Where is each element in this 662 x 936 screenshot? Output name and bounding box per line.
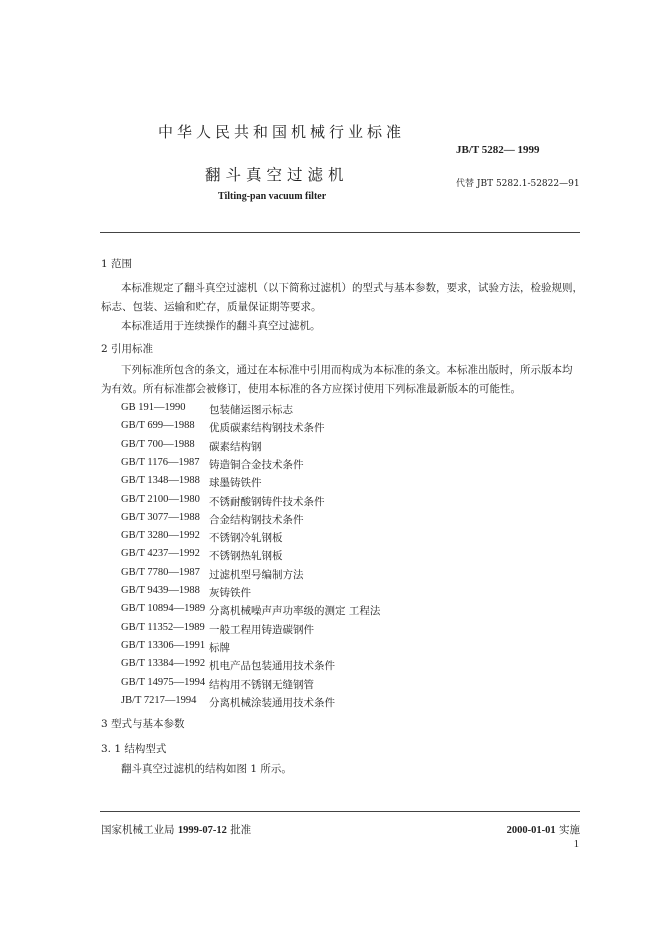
english-title: Tilting-pan vacuum filter (218, 191, 327, 202)
reference-code: GB/T 3077—1988 (121, 512, 200, 523)
reference-title: 不锈钢冷轧钢板 (209, 532, 283, 544)
section-2-paragraph-line: 为有效。所有标准都会被修订，使用本标准的各方应探讨使用下列标准最新版本的可能性。 (101, 383, 521, 395)
reference-code: GB/T 13384—1992 (121, 658, 206, 669)
reference-title: 分离机械噪声声功率级的测定 工程法 (209, 605, 381, 617)
section-3-heading: 3 型式与基本参数 (101, 718, 185, 730)
reference-code: GB/T 699—1988 (121, 420, 195, 431)
issue-date: 1999-07-12 (177, 825, 227, 836)
document-title: 翻斗真空过滤机 (205, 166, 349, 184)
implementation-label: 实施 (559, 824, 580, 836)
issuing-body-title: 中华人民共和国机械行业标准 (158, 123, 406, 141)
reference-code: GB/T 11352—1989 (121, 622, 205, 633)
reference-title: 优质碳素结构钢技术条件 (209, 422, 325, 434)
section-1-paragraph-line: 本标准规定了翻斗真空过滤机（以下简称过滤机）的型式与基本参数，要求，试验方法，检验规则， (121, 282, 583, 294)
reference-title: 结构用不锈钢无缝钢管 (209, 679, 314, 691)
reference-code: GB/T 14975—1994 (121, 677, 206, 688)
reference-title: 不锈耐酸钢铸件技术条件 (209, 496, 325, 508)
reference-title: 球墨铸铁件 (209, 477, 262, 489)
reference-code: GB/T 13306—1991 (121, 640, 206, 651)
reference-title: 包装储运图示标志 (209, 404, 293, 416)
header-divider (100, 232, 580, 233)
approval-label: 批准 (230, 824, 252, 836)
reference-code: GB/T 1348—1988 (121, 475, 200, 486)
reference-code: GB/T 4237—1992 (121, 548, 200, 559)
section-2-heading: 2 引用标准 (101, 343, 154, 355)
reference-code: GB/T 2100—1980 (121, 494, 200, 505)
section-3-1-heading: 3. 1 结构型式 (101, 743, 167, 755)
implementation-line (507, 822, 580, 837)
section-1-heading: 1 范围 (101, 258, 133, 270)
reference-title: 碳素结构钢 (209, 441, 262, 453)
reference-title: 铸造铜合金技术条件 (209, 459, 304, 471)
reference-title: 合金结构钢技术条件 (209, 514, 304, 526)
reference-title: 不锈钢热轧钢板 (209, 550, 283, 562)
reference-code: GB/T 7780—1987 (121, 567, 200, 578)
replaces-note: 代替 JBT 5282.1-52822—91 (456, 179, 580, 189)
reference-code: GB 191—1990 (121, 402, 186, 413)
reference-title: 分离机械涂装通用技术条件 (209, 697, 335, 709)
reference-code: GB/T 9439—1988 (121, 585, 200, 596)
implementation-date: 2000-01-01 (506, 825, 556, 836)
reference-code: GB/T 10894—1989 (121, 603, 206, 614)
reference-code: JB/T 7217—1994 (121, 695, 197, 706)
reference-title: 机电产品包装通用技术条件 (209, 660, 335, 672)
issuer: 国家机械工业局 (101, 824, 175, 836)
section-1-scope-paragraph: 本标准适用于连续操作的翻斗真空过滤机。 (121, 320, 321, 332)
reference-title: 标牌 (209, 642, 230, 654)
reference-title: 一般工程用铸造碳钢件 (209, 624, 314, 636)
section-2-paragraph-line: 下列标准所包含的条文，通过在本标准中引用而构成为本标准的条文。本标准出版时，所示版本均 (121, 364, 573, 376)
reference-code: GB/T 3280—1992 (121, 530, 200, 541)
reference-title: 过滤机型号编制方法 (209, 569, 304, 581)
section-3-1-paragraph: 翻斗真空过滤机的结构如图 1 所示。 (121, 763, 292, 775)
section-1-paragraph-line: 标志、包装、运输和贮存，质量保证期等要求。 (101, 301, 322, 313)
reference-code: GB/T 1176—1987 (121, 457, 200, 468)
reference-code: GB/T 700—1988 (121, 439, 195, 450)
footer-divider (100, 811, 580, 812)
page-number: 1 (573, 839, 579, 850)
approval-line (101, 822, 251, 837)
standard-number: JB/T 5282— 1999 (456, 144, 540, 156)
reference-title: 灰铸铁件 (209, 587, 251, 599)
